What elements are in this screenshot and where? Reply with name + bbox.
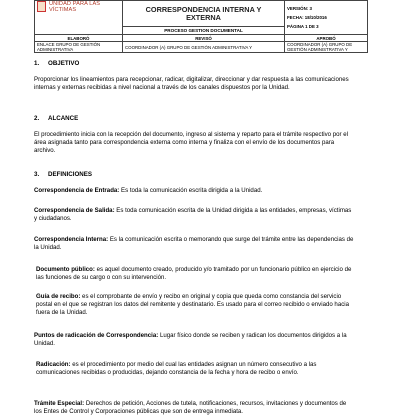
- definition-text: Lugar físico donde se reciben y radican los documentos dirigidos a la Unidad.: [34, 332, 347, 348]
- definition-text: es aquel documento creado, producido y/o tramitado por un funcionario público en ejercicio de las funciones de su cargo o con su intervención.: [36, 266, 352, 282]
- sig-val-elaboro: ENLACE GRUPO DE GESTIÓN ADMINISTRATIVA: [35, 42, 123, 53]
- definition-text: Derechos de petición, Acciones de tutela, notificaciones, recursos, invitaciones y documentos de los Entes de Control y Corporaciones públicas que son de entrega inmediata.: [34, 400, 347, 416]
- unit-logo: [37, 1, 119, 12]
- version: VERSIÓN: 3: [287, 6, 312, 11]
- sig-val-reviso: COORDINADOR (A) GRUPO DE GESTIÓN ADMINISTRATIVA Y: [123, 42, 285, 53]
- definition-term: Correspondencia de Salida:: [34, 207, 115, 214]
- process-name: PROCESO GESTION DOCUMENTAL: [123, 27, 285, 35]
- page-number: PÁGINA 1 DE 3: [287, 24, 319, 29]
- objetivo-text: Proporcionar los lineamientos para recepcionar, radicar, digitalizar, direccionar y dar respuesta a las comunicaciones internas y externas recibidas a nivel nacional a través de los canales dispuestos por la Unidad.: [34, 76, 349, 92]
- alcance-text: El procedimiento inicia con la recepción del documento, ingreso al sistema y reparto para el trámite respectivo por el área asignada tanto para correspondencia externa como interna y finaliza con el envío de los documentos para archivo.: [34, 131, 348, 155]
- section-title: ALCANCE: [48, 115, 79, 122]
- section-number: 1.: [34, 60, 40, 67]
- definition-item: [34, 400, 355, 416]
- section-heading-definiciones: [34, 171, 92, 179]
- date: FECHA: 18/10/2016: [287, 15, 327, 20]
- definition-text: es el procedimiento por medio del cual las entidades asignan un número consecutivo a las comunicaciones recibidas o producidas, dejando constancia de la fecha y hora de recibo o envío.: [36, 361, 317, 377]
- definition-item: [34, 207, 355, 223]
- definition-text: es el comprobante de envío y recibo en original y copia que queda como constancia del servicio postal en el que se registran los datos del remitente y destinatario. Es usado para el correo recibido o enviado hacia fuera de la Unidad.: [36, 293, 349, 317]
- logo-cell: [35, 1, 123, 35]
- section-number: 2.: [34, 115, 40, 122]
- definition-item: [34, 332, 355, 348]
- document-title: [123, 1, 285, 27]
- logo-text: UNIDAD PARA LAS VÍCTIMAS: [49, 0, 101, 13]
- definition-item: [34, 236, 355, 252]
- definition-term: Correspondencia de Entrada:: [34, 187, 120, 194]
- document-header: [34, 0, 368, 52]
- sig-head-elaboro: ELABORÓ: [35, 35, 123, 42]
- definition-term: Documento público:: [36, 266, 95, 273]
- definition-term: Trámite Especial:: [34, 400, 85, 407]
- definition-text: Es la comunicación escrita o memorando que surge del trámite entre las dependencias de la Unidad.: [34, 236, 354, 252]
- document-meta: [285, 1, 368, 35]
- section-number: 3.: [34, 171, 40, 178]
- definition-term: Correspondencia Interna:: [34, 236, 109, 243]
- definition-item: [34, 187, 355, 195]
- title-line-1: CORRESPONDENCIA INTERNA Y: [145, 4, 262, 14]
- section-heading-alcance: [34, 115, 78, 123]
- definition-item: [36, 293, 355, 318]
- definition-term: Puntos de radicación de Correspondencia:: [34, 332, 159, 339]
- title-line-2: EXTERNA: [186, 12, 221, 22]
- shield-icon: [37, 1, 46, 12]
- section-title: DEFINICIONES: [48, 171, 93, 178]
- sig-head-aprobo: APROBÓ: [285, 35, 368, 42]
- definition-text: Es toda comunicación escrita de la Unidad dirigida a las entidades, empresas, víctimas y ciudadanos.: [34, 207, 352, 223]
- sig-val-aprobo: COORDINADOR (A) GRUPO DE GESTIÓN ADMINISTRATIVA Y: [285, 42, 368, 53]
- sig-head-reviso: REVISÓ: [123, 35, 285, 42]
- section-title: OBJETIVO: [48, 60, 80, 67]
- section-heading-objetivo: [34, 60, 79, 68]
- definition-item: [36, 361, 355, 377]
- definition-item: [36, 266, 355, 282]
- definition-term: Radicación:: [36, 361, 71, 368]
- definition-term: Guía de recibo:: [36, 293, 81, 300]
- definition-text: Es toda la comunicación escrita dirigida a la Unidad.: [119, 187, 263, 194]
